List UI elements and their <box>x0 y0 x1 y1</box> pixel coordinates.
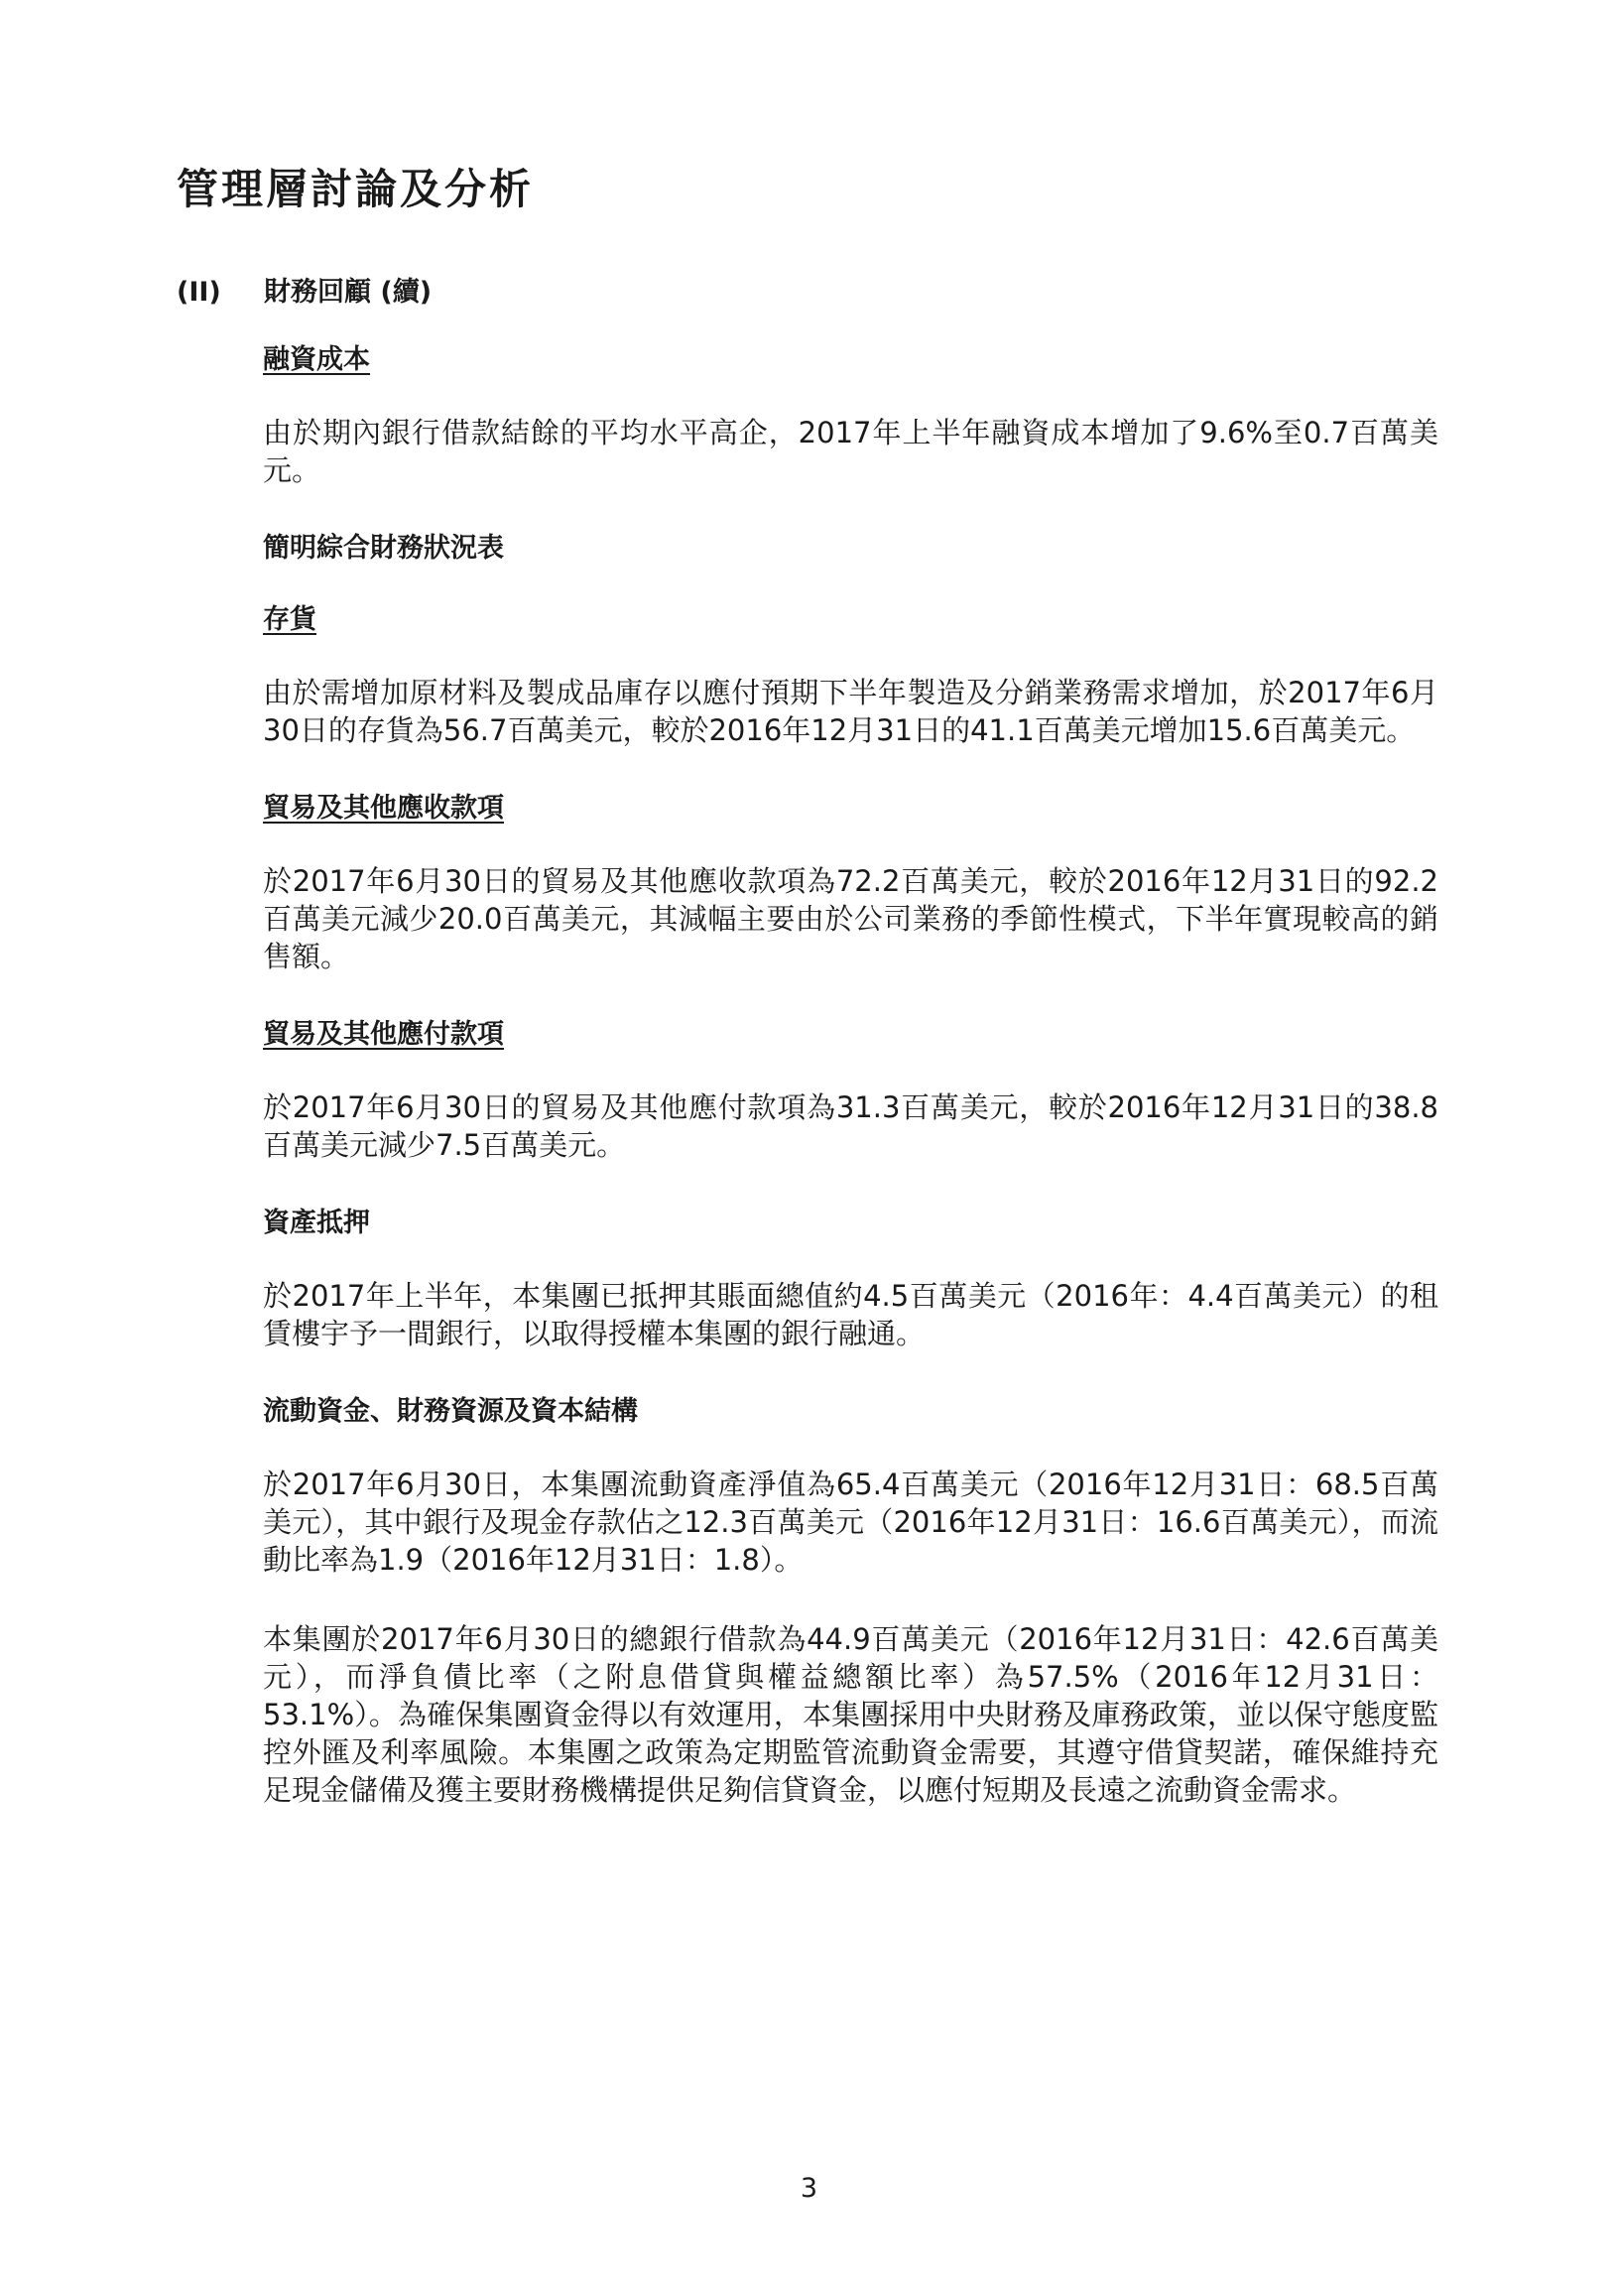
paragraph: 於2017年6月30日，本集團流動資產淨值為65.4百萬美元（2016年12月31日：68.5百萬美元），其中銀行及現金存款佔之12.3百萬美元（2016年12月31日：16.6百萬美元），而流動比率為1.9（2016年12月31日：1.8）。 <box>263 1467 1438 1577</box>
subsection-heading-text: 簡明綜合財務狀況表 <box>263 533 504 564</box>
subsection-heading <box>263 342 1438 378</box>
subsection-heading-text: 貿易及其他應收款項 <box>263 793 504 824</box>
section-heading <box>177 270 432 309</box>
subsection-heading-text: 融資成本 <box>263 344 370 375</box>
paragraph: 於2017年6月30日的貿易及其他應付款項為31.3百萬美元，較於2016年12月31日的38.8百萬美元減少7.5百萬美元。 <box>263 1090 1438 1162</box>
subsection-heading-text: 流動資金、財務資源及資本結構 <box>263 1396 638 1427</box>
paragraph: 由於需增加原材料及製成品庫存以應付預期下半年製造及分銷業務需求增加，於2017年6月30日的存貨為56.7百萬美元，較於2016年12月31日的41.1百萬美元增加15.6百萬美元。 <box>263 676 1438 747</box>
subsection-heading-text: 存貨 <box>263 604 316 635</box>
page-title: 管理層討論及分析 <box>177 165 535 213</box>
subsection-heading <box>263 1017 1438 1053</box>
paragraph: 於2017年6月30日的貿易及其他應收款項為72.2百萬美元，較於2016年12月31日的92.2百萬美元減少20.0百萬美元，其減幅主要由於公司業務的季節性模式，下半年實現較高的銷售額。 <box>263 864 1438 973</box>
paragraph: 由於期內銀行借款結餘的平均水平高企，2017年上半年融資成本增加了9.6%至0.7百萬美元。 <box>263 416 1438 487</box>
subsection-heading <box>263 791 1438 827</box>
paragraph: 於2017年上半年，本集團已抵押其賬面總值約4.5百萬美元（2016年：4.4百萬美元）的租賃樓宇予一間銀行，以取得授權本集團的銀行融通。 <box>263 1279 1438 1350</box>
subsection-heading-text: 貿易及其他應付款項 <box>263 1019 504 1050</box>
subsection-heading <box>263 1394 1438 1430</box>
page-number: 3 <box>800 2173 818 2204</box>
section-title: 財務回顧 (續) <box>264 277 433 308</box>
document-body <box>263 342 1438 1850</box>
subsection-heading-text: 資產抵押 <box>263 1208 370 1238</box>
paragraph: 本集團於2017年6月30日的總銀行借款為44.9百萬美元（2016年12月31日：42.6百萬美元），而淨負債比率（之附息借貸與權益總額比率）為57.5%（2016年12月31日：53.1%）。為確保集團資金得以有效運用，本集團採用中央財務及庫務政策，並以保守態度監控外匯及利率風險。本集團之政策為定期監管流動資金需要，其遵守借貸契諾，確保維持充足現金儲備及獲主要財務機構提供足夠信貸資金，以應付短期及長遠之流動資金需求。 <box>263 1622 1438 1807</box>
subsection-heading <box>263 1206 1438 1241</box>
subsection-heading <box>263 531 1438 567</box>
subsection-heading <box>263 602 1438 638</box>
section-number: (II) <box>177 277 221 308</box>
